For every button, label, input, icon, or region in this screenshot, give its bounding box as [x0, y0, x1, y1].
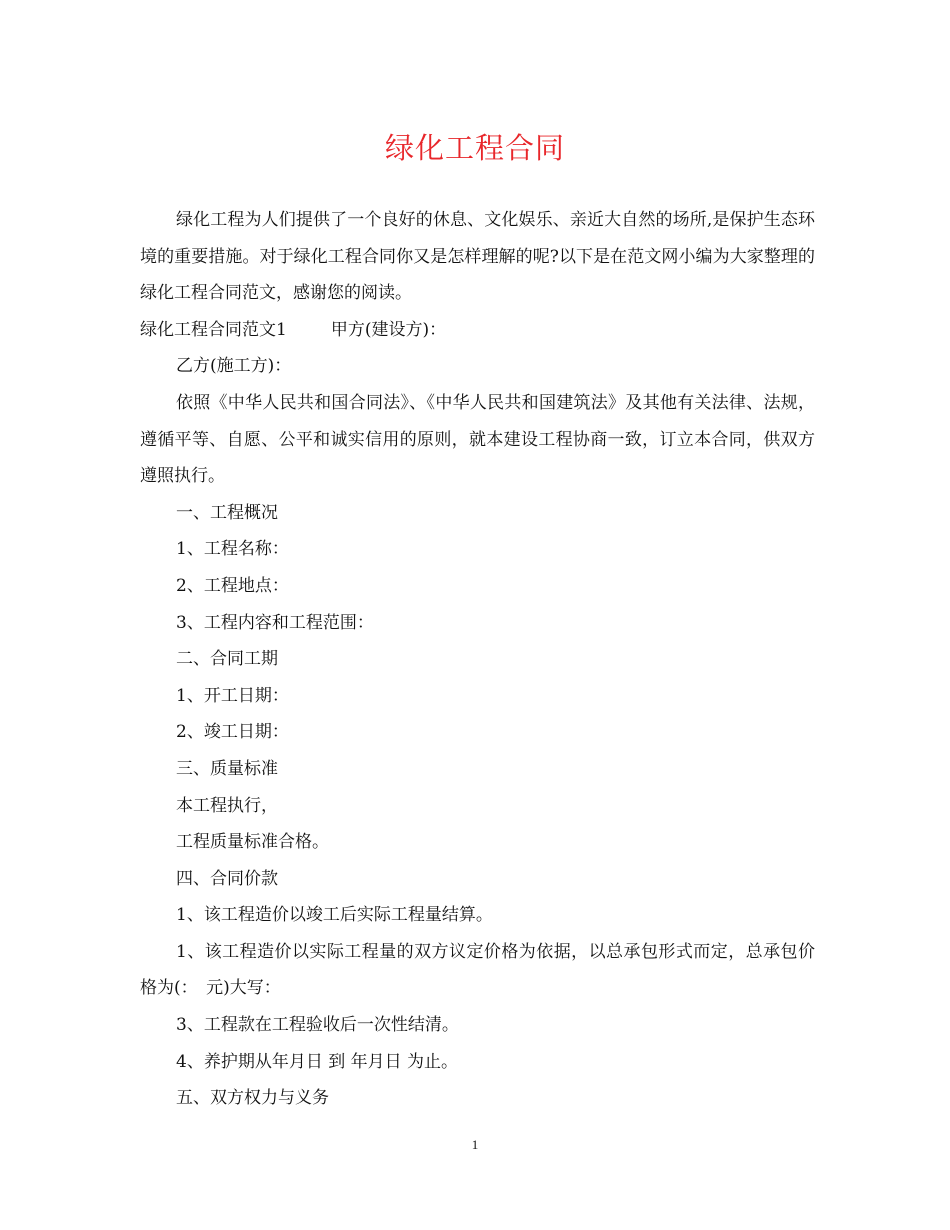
body-paragraph: 1、该工程造价以实际工程量的双方议定价格为依据，以总承包形式而定，总承包价格为(： 元)大写： [140, 941, 815, 999]
body-paragraph: 2、竣工日期： [176, 722, 289, 743]
body-paragraph: 2、工程地点： [176, 575, 289, 596]
body-paragraph: 乙方(施工方)： [176, 356, 292, 377]
body-paragraph: 三、质量标准 [176, 758, 278, 779]
body-paragraph: 1、该工程造价以竣工后实际工程量结算。 [176, 905, 493, 926]
body-paragraph: 1、开工日期： [176, 685, 289, 706]
body-paragraph: 4、养护期从年月日 到 年月日 为止。 [176, 1051, 459, 1072]
paragraph-list [140, 348, 815, 1116]
body-paragraph: 二、合同工期 [176, 649, 278, 670]
body-paragraph: 工程质量标准合格。 [176, 832, 329, 853]
body-paragraph: 3、工程内容和工程范围： [176, 612, 374, 633]
intro-paragraph: 绿化工程为人们提供了一个良好的休息、文化娱乐、亲近大自然的场所,是保护生态环境的重要措施。对于绿化工程合同你又是怎样理解的呢?以下是在范文网小编为大家整理的绿化工程合同范文，感谢您的阅读。 [140, 210, 815, 304]
sample-heading-line [140, 312, 815, 349]
body-paragraph: 依照《中华人民共和国合同法》、《中华人民共和国建筑法》及其他有关法律、法规，遵循平等、自愿、公平和诚实信用的原则，就本建设工程协商一致，订立本合同，供双方遵照执行。 [140, 392, 815, 487]
body-paragraph: 一、工程概况 [176, 502, 278, 523]
document-title: 绿化工程合同 [384, 131, 565, 165]
body-paragraph: 1、工程名称： [176, 539, 289, 560]
body-paragraph: 3、工程款在工程验收后一次性结清。 [176, 1015, 459, 1036]
body-paragraph: 本工程执行， [176, 795, 278, 816]
body-paragraph: 五、双方权力与义务 [176, 1088, 329, 1109]
document-body [140, 202, 815, 1117]
page-number: 1 [471, 1137, 479, 1152]
party-a-label: 甲方(建设方)： [330, 319, 447, 340]
sample-heading: 绿化工程合同范文1 [140, 319, 287, 340]
body-paragraph: 四、合同价款 [176, 868, 278, 889]
